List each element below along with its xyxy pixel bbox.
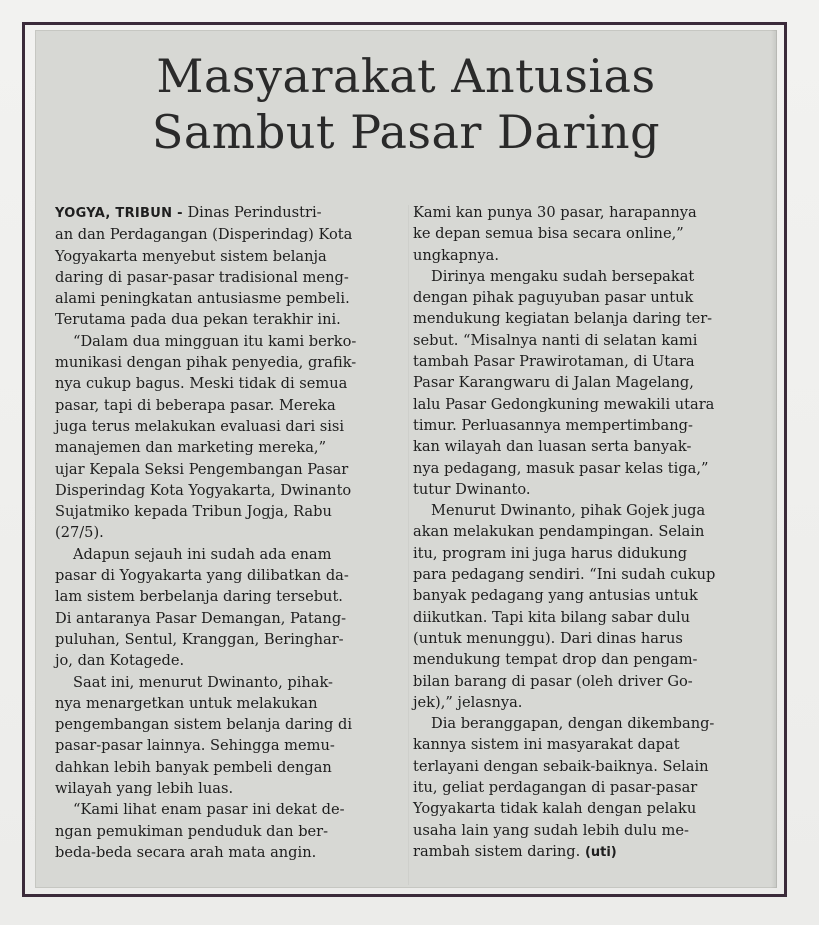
left-column: [55, 202, 407, 863]
text-line-content: Dia beranggapan, dengan dikembang-: [431, 715, 715, 733]
text-line-content: wilayah yang lebih luas.: [55, 780, 234, 798]
text-line: [55, 522, 407, 543]
right-column: [413, 202, 763, 863]
text-line: [413, 841, 763, 863]
text-line: [413, 330, 763, 351]
text-line-content: ujar Kepala Seksi Pengembangan Pasar: [55, 460, 349, 478]
text-line: [55, 437, 407, 458]
text-line-content: Dirinya mengaku sudah bersepakat: [431, 267, 695, 285]
text-line: [413, 351, 763, 372]
text-line: [55, 672, 407, 693]
text-line-content: Yogyakarta tidak kalah dengan pelaku: [413, 800, 697, 818]
text-line: [55, 459, 407, 480]
text-line-content: jo, dan Kotagede.: [55, 652, 185, 670]
text-line-content: nya cukup bagus. Meski tidak di semua: [55, 375, 348, 393]
headline-line-2: Sambut Pasar Daring: [151, 105, 661, 159]
text-line: [55, 799, 407, 820]
text-line: [55, 501, 407, 522]
text-line-content: beda-beda secara arah mata angin.: [55, 843, 317, 861]
text-line: [413, 415, 763, 436]
text-line: [413, 692, 763, 713]
dateline: YOGYA, TRIBUN -: [55, 206, 183, 221]
text-line: [413, 756, 763, 777]
text-line-content: an dan Perdagangan (Disperindag) Kota: [55, 226, 353, 244]
text-line-content: Pasar Karangwaru di Jalan Magelang,: [413, 374, 694, 392]
text-line-content: “Kami lihat enam pasar ini dekat de-: [73, 801, 345, 819]
text-line-content: terlayani dengan sebaik-baiknya. Selain: [413, 757, 709, 775]
paragraph: [55, 799, 407, 863]
text-line-content: kan wilayah dan luasan serta banyak-: [413, 438, 692, 456]
text-line: [413, 734, 763, 755]
text-line-content: lalu Pasar Gedongkuning mewakili utara: [413, 395, 715, 413]
text-line-content: banyak pedagang yang antusias untuk: [413, 587, 698, 605]
text-line-content: (untuk menunggu). Dari dinas harus: [413, 629, 683, 647]
paragraph: [55, 672, 407, 800]
text-line: [413, 308, 763, 329]
text-line-content: pengembangan sistem belanja daring di: [55, 716, 353, 734]
paragraph: [55, 331, 407, 544]
text-line-content: manajemen dan marketing mereka,”: [55, 439, 327, 457]
newspaper-clipping: [35, 30, 777, 888]
text-line: [55, 352, 407, 373]
text-line: [55, 757, 407, 778]
text-line-content: juga terus melakukan evaluasi dari sisi: [55, 417, 345, 435]
paragraph: [413, 266, 763, 500]
text-line: [413, 479, 763, 500]
text-line-content: kannya sistem ini masyarakat dapat: [413, 736, 680, 754]
text-line: [413, 287, 763, 308]
column-divider: [408, 205, 409, 885]
text-line-content: Disperindag Kota Yogyakarta, Dwinanto: [55, 481, 352, 499]
text-line: [413, 671, 763, 692]
headline: [35, 48, 777, 160]
text-line-content: timur. Perluasannya mempertimbang-: [413, 416, 693, 434]
text-line-content: dahkan lebih banyak pembeli dengan: [55, 758, 332, 776]
text-line-content: nya pedagang, masuk pasar kelas tiga,”: [413, 459, 709, 477]
text-line: [55, 373, 407, 394]
text-line: [55, 821, 407, 842]
text-line: [55, 331, 407, 352]
text-line-content: akan melakukan pendampingan. Selain: [413, 523, 705, 541]
text-line: [55, 778, 407, 799]
text-line-content: ke depan semua bisa secara online,”: [413, 225, 684, 243]
text-line-content: pasar-pasar lainnya. Sehingga memu-: [55, 737, 335, 755]
text-line: [55, 224, 407, 245]
text-line: [413, 543, 763, 564]
text-line-content: nya menargetkan untuk melakukan: [55, 694, 318, 712]
text-line: [55, 309, 407, 330]
paragraph: [413, 713, 763, 863]
text-line-content: Menurut Dwinanto, pihak Gojek juga: [431, 502, 706, 520]
text-line: [55, 714, 407, 735]
text-line-content: pasar di Yogyakarta yang dilibatkan da-: [55, 567, 349, 585]
text-line: [413, 713, 763, 734]
text-line: [413, 777, 763, 798]
text-line: [55, 246, 407, 267]
text-line-content: usaha lain yang sudah lebih dulu me-: [413, 821, 689, 839]
text-line: [55, 586, 407, 607]
text-line-content: itu, program ini juga harus didukung: [413, 544, 688, 562]
text-line-content: rambah sistem daring.: [413, 842, 581, 860]
text-line-content: Terutama pada dua pekan terakhir ini.: [55, 311, 341, 329]
text-line-content: sebut. “Misalnya nanti di selatan kami: [413, 331, 698, 349]
text-line: [55, 735, 407, 756]
text-line-content: Adapun sejauh ini sudah ada enam: [73, 545, 332, 563]
paragraph: [55, 544, 407, 672]
text-line-content: pasar, tapi di beberapa pasar. Mereka: [55, 396, 336, 414]
text-line: [413, 458, 763, 479]
text-line: [55, 267, 407, 288]
text-line: [413, 266, 763, 287]
text-line: [413, 500, 763, 521]
text-line-content: (27/5).: [55, 524, 104, 542]
text-line-content: tambah Pasar Prawirotaman, di Utara: [413, 353, 695, 371]
text-line-content: tutur Dwinanto.: [413, 480, 531, 498]
text-line: [413, 607, 763, 628]
text-line: [55, 480, 407, 501]
paragraph: [55, 202, 407, 331]
text-line: [413, 585, 763, 606]
paragraph: [413, 202, 763, 266]
text-line-content: diikutkan. Tapi kita bilang sabar dulu: [413, 608, 691, 626]
text-line-content: munikasi dengan pihak penyedia, grafik-: [55, 354, 357, 372]
text-line: [55, 608, 407, 629]
text-line: [55, 565, 407, 586]
headline-line-1: Masyarakat Antusias: [156, 49, 656, 103]
text-line-content: ngan pemukiman penduduk dan ber-: [55, 822, 329, 840]
text-line-content: Dinas Perindustri-: [182, 204, 322, 221]
text-line-content: dengan pihak paguyuban pasar untuk: [413, 289, 694, 307]
text-line-content: Saat ini, menurut Dwinanto, pihak-: [73, 673, 333, 691]
text-line: [413, 649, 763, 670]
text-line-content: itu, geliat perdagangan di pasar-pasar: [413, 779, 698, 797]
text-line-content: para pedagang sendiri. “Ini sudah cukup: [413, 566, 716, 584]
paragraph: [413, 500, 763, 713]
text-line-content: Sujatmiko kepada Tribun Jogja, Rabu: [55, 503, 332, 521]
text-line-content: Yogyakarta menyebut sistem belanja: [55, 247, 327, 265]
text-line: [55, 395, 407, 416]
text-line: [55, 288, 407, 309]
text-line: [413, 564, 763, 585]
text-line: [413, 628, 763, 649]
text-line-content: daring di pasar-pasar tradisional meng-: [55, 268, 349, 286]
text-line: [55, 693, 407, 714]
text-line-content: lam sistem berbelanja daring tersebut.: [55, 588, 343, 606]
text-line: [413, 436, 763, 457]
text-line: [413, 372, 763, 393]
text-line-content: Di antaranya Pasar Demangan, Patang-: [55, 609, 347, 627]
text-line: [413, 521, 763, 542]
text-line: [413, 820, 763, 841]
paper-edge-shadow: [771, 30, 777, 888]
byline: (uti): [584, 844, 617, 860]
text-line-content: mendukung kegiatan belanja daring ter-: [413, 310, 713, 328]
text-line: [55, 629, 407, 650]
text-line-content: alami peningkatan antusiasme pembeli.: [55, 290, 350, 308]
text-line: [55, 544, 407, 565]
text-line-content: “Dalam dua mingguan itu kami berko-: [73, 332, 357, 350]
text-line-content: Kami kan punya 30 pasar, harapannya: [413, 204, 697, 221]
text-line: [413, 245, 763, 266]
text-line: [413, 223, 763, 244]
text-line-content: bilan barang di pasar (oleh driver Go-: [413, 672, 693, 690]
text-line-content: jek),” jelasnya.: [413, 693, 523, 711]
text-line: [55, 650, 407, 671]
text-line-content: ungkapnya.: [413, 246, 500, 264]
text-line: [413, 202, 763, 223]
text-line: [55, 202, 407, 224]
text-line: [55, 416, 407, 437]
text-line: [55, 842, 407, 863]
text-line-content: mendukung tempat drop dan pengam-: [413, 651, 698, 669]
text-line: [413, 798, 763, 819]
text-line-content: puluhan, Sentul, Kranggan, Beringhar-: [55, 630, 344, 648]
text-line: [413, 394, 763, 415]
